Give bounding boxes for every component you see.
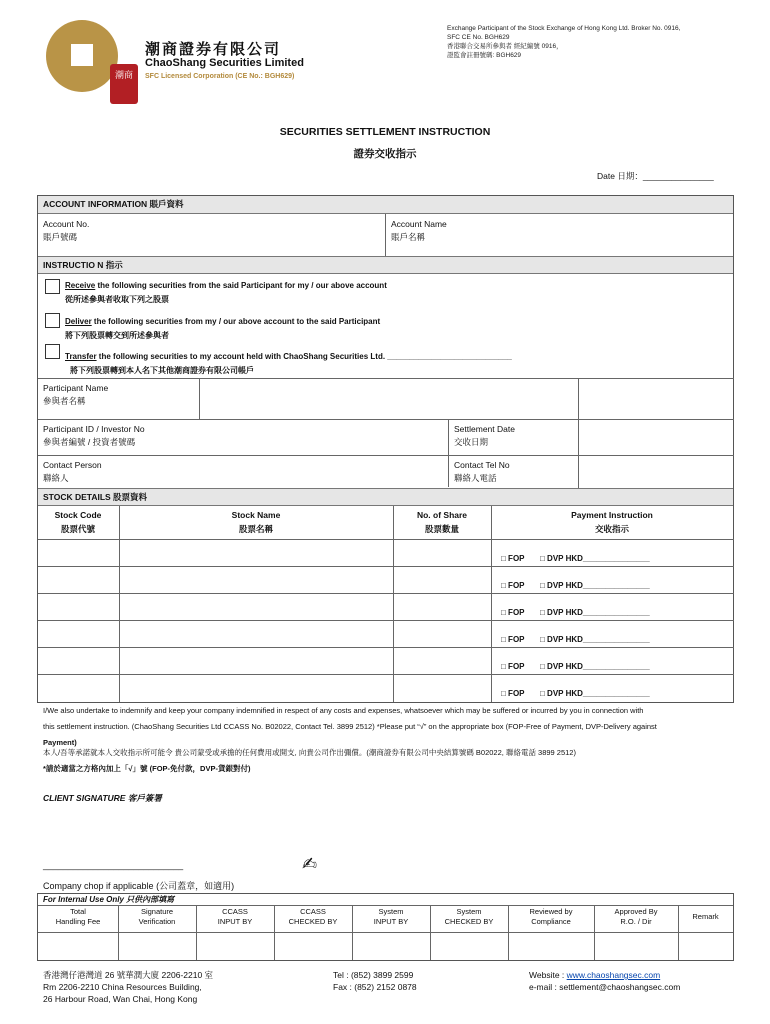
internal-column-header [352,906,430,927]
settlement-date-field[interactable] [449,420,577,456]
participant-id-label-cn: 參與者編號 / 投資者號碼 [43,437,136,447]
footer-web [529,969,680,993]
declaration-en [43,703,733,751]
internal-header-line: CCASS [300,907,326,916]
divider [38,539,734,540]
stock-details-band: STOCK DETAILS 股票資料 [38,488,733,506]
declaration-line: Payment) [43,738,77,747]
participant-id-field[interactable] [38,420,438,456]
fax-number: Fax : (852) 2152 0878 [333,982,417,992]
declaration-line: I/We also undertake to indemnify and keep your company indemnified in respect of any costs and expenses, whatsoever which may be suffered or incurred by you in connection with [43,706,644,715]
contact-tel-label-cn: 聯絡人電話 [454,473,497,483]
form-title-cn: 證券交收指示 [353,148,417,160]
transfer-keyword: Transfer [65,352,97,361]
info-line: Exchange Participant of the Stock Exchange of Hong Kong Ltd. Broker No. 0916, [447,25,681,32]
internal-header-line: CHECKED BY [288,917,338,926]
internal-header-line: Remark [692,912,719,921]
account-name-field[interactable] [386,215,731,255]
internal-header-line: Verification [138,917,176,926]
footer-contact [333,969,417,993]
payment-instruction-header-cn: 交收指示 [594,524,629,534]
company-name-cn: 潮商證券有限公司 [145,40,282,58]
dvp-option[interactable]: □ DVP HKD_______________ [540,662,650,671]
dvp-option[interactable]: □ DVP HKD_______________ [540,554,650,563]
address-cn: 香港灣仔港灣道 26 號華潤大廈 2206-2210 室 [43,970,214,980]
declaration-line-cn: *請於適當之方格內加上「√」號 (FOP-免付款，DVP-貨銀對付) [43,764,251,773]
address-en: 26 Harbour Road, Wan Chai, Hong Kong [43,994,198,1004]
stock-name-header-en: Stock Name [231,510,281,520]
transfer-text-cn: 將下列股票轉到本人名下其他潮商證券有限公司帳戶 [70,366,254,375]
internal-column-header [196,906,274,927]
company-chop-label: Company chop if applicable (公司蓋章，如適用) [43,881,235,891]
pen-icon: ✍ [302,854,318,875]
participant-id-label: Participant ID / Investor No [43,424,145,434]
divider [38,593,734,594]
date-field[interactable]: Date 日期：_______________ [597,171,714,181]
fop-option[interactable]: □ FOP [501,608,525,617]
internal-column-header [274,906,352,927]
account-no-label: Account No. [43,219,90,229]
internal-input-cell[interactable] [594,933,678,960]
receive-checkbox[interactable] [45,279,60,294]
divider [38,566,734,567]
deliver-keyword: Deliver [65,317,92,326]
tel-number: Tel : (852) 3899 2599 [333,970,414,980]
contact-person-field[interactable] [38,456,438,488]
internal-header-line: INPUT BY [217,917,253,926]
internal-header-line: CHECKED BY [444,917,494,926]
internal-input-cell[interactable] [274,933,352,960]
internal-column-header [594,906,678,927]
fop-option[interactable]: □ FOP [501,581,525,590]
contact-person-label: Contact Person [43,460,102,470]
internal-header-line: Total [70,907,86,916]
account-no-label-cn: 賬戶號碼 [43,232,78,242]
account-name-label: Account Name [391,219,447,229]
internal-input-cell[interactable] [678,933,733,960]
payment-instruction-header [492,508,732,536]
stock-code-header-cn: 股票代號 [60,524,95,534]
info-line: SFC CE No. BGH629 [447,34,510,41]
internal-use-row [38,906,733,960]
stock-name-header-cn: 股票名稱 [238,524,273,534]
email-address[interactable]: e-mail : settlement@chaoshangsec.com [529,982,681,992]
stock-name-header [120,508,392,536]
account-no-field[interactable] [38,215,383,255]
internal-header-line: Reviewed by [529,907,573,916]
participant-name-label [38,379,198,419]
info-line: 香港聯合交易所參與者 經紀編號 0916， [447,43,563,50]
no-of-share-header [394,508,490,536]
divider [38,647,734,648]
fop-option[interactable]: □ FOP [501,635,525,644]
fop-option[interactable]: □ FOP [501,689,525,698]
transfer-checkbox[interactable] [45,344,60,359]
internal-input-cell[interactable] [38,933,118,960]
internal-header-line: System [378,907,404,916]
divider [38,620,734,621]
instruction-band: INSTRUCTIO N 指示 [38,256,733,274]
address-en: Rm 2206-2210 China Resources Building, [43,982,202,992]
account-name-label-cn: 賬戶名稱 [391,232,426,242]
internal-column-header [38,906,118,927]
dvp-option[interactable]: □ DVP HKD_______________ [540,581,650,590]
client-signature-label: CLIENT SIGNATURE 客戶簽署 [43,793,162,803]
seal-text: 潮商 [114,70,133,80]
fop-option[interactable]: □ FOP [501,662,525,671]
divider [578,378,579,498]
internal-header-line: Approved By [614,907,658,916]
participant-name-en: Participant Name [43,383,109,393]
settlement-date-label-cn: 交收日期 [454,437,489,447]
form-title-en: SECURITIES SETTLEMENT INSTRUCTION [279,126,491,138]
deliver-checkbox[interactable] [45,313,60,328]
stock-code-header [38,508,118,536]
internal-header-line: INPUT BY [373,917,409,926]
deliver-text-cn: 將下列股票轉交到所述參與者 [65,331,169,340]
participant-name-input[interactable] [200,379,578,418]
internal-column-header [508,906,594,927]
receive-text-cn: 從所述參與者收取下列之股票 [65,295,169,304]
internal-input-cell[interactable] [118,933,196,960]
signature-line[interactable]: ____________________________ [43,860,184,870]
info-line: 證監會註冊號碼: BGH629 [447,52,522,59]
internal-input-cell[interactable] [430,933,508,960]
deliver-option [65,315,380,343]
dvp-option[interactable]: □ DVP HKD_______________ [540,635,650,644]
internal-header-line: Compliance [531,917,571,926]
internal-header-line: Signature [140,907,174,916]
internal-header-line: Handling Fee [55,917,101,926]
participant-name-cn: 參與者名稱 [43,396,86,406]
divider [119,506,120,702]
exchange-info [447,24,747,60]
receive-text: the following securities from the said Participant for my / our above account [95,281,387,290]
internal-header-line: R.O. / Dir [620,917,652,926]
divider [38,674,734,675]
internal-column-header [678,906,733,922]
website-link[interactable]: www.chaoshangsec.com [566,970,661,980]
receive-option [65,279,387,307]
declaration-line-cn: 本人/吾等承諾就本人交收指示所可能令 貴公司蒙受或承擔的任何費用或開支, 向貴公司作出彌償。(潮商證券有限公司中央結算號碼 B02022, 聯絡電話 3899 2512) [43,748,576,757]
no-of-share-header-cn: 股票數量 [424,524,459,534]
no-of-share-header-en: No. of Share [416,510,468,520]
receive-keyword: Receive [65,281,96,290]
transfer-option [65,350,512,378]
dvp-option[interactable]: □ DVP HKD_______________ [540,689,650,698]
contact-tel-label: Contact Tel No [454,460,510,470]
website-label: Website : [529,970,567,980]
footer-address [43,969,213,1005]
payment-instruction-header-en: Payment Instruction [571,510,653,520]
divider [491,506,492,702]
contact-person-label-cn: 聯絡人 [43,473,69,483]
internal-input-cell[interactable] [508,933,594,960]
transfer-text: the following securities to my account held with ChaoShang Securities Ltd. ____________________________ [96,352,512,361]
company-name-en: ChaoShang Securities Limited [145,57,304,69]
declaration-cn [43,745,733,777]
red-seal [110,64,138,104]
declaration-line: this settlement instruction. (ChaoShang Securities Ltd CCASS No. B02022, Contact Tel. 3899 2512) *Please put “√” on the appropriate box (FOP-Free of Payment, DVP-Delivery against [43,722,657,731]
internal-column-header [430,906,508,927]
sfc-licence: SFC Licensed Corporation (CE No.: BGH629) [145,73,295,80]
stock-code-header-en: Stock Code [54,510,102,520]
internal-column-header [118,906,196,927]
deliver-text: the following securities from my / our above account to the said Participant [91,317,381,326]
internal-input-cell[interactable] [196,933,274,960]
dvp-option[interactable]: □ DVP HKD_______________ [540,608,650,617]
account-info-band: ACCOUNT INFORMATION 賬戶資料 [38,196,733,214]
internal-header-line: CCASS [222,907,248,916]
logo-square-hole [71,44,93,66]
divider [393,506,394,702]
contact-tel-field[interactable] [449,456,577,488]
settlement-date-label: Settlement Date [454,424,515,434]
internal-header-line: System [456,907,482,916]
fop-option[interactable]: □ FOP [501,554,525,563]
internal-input-cell[interactable] [352,933,430,960]
internal-use-label: For Internal Use Only 只供內部填寫 [43,895,175,904]
